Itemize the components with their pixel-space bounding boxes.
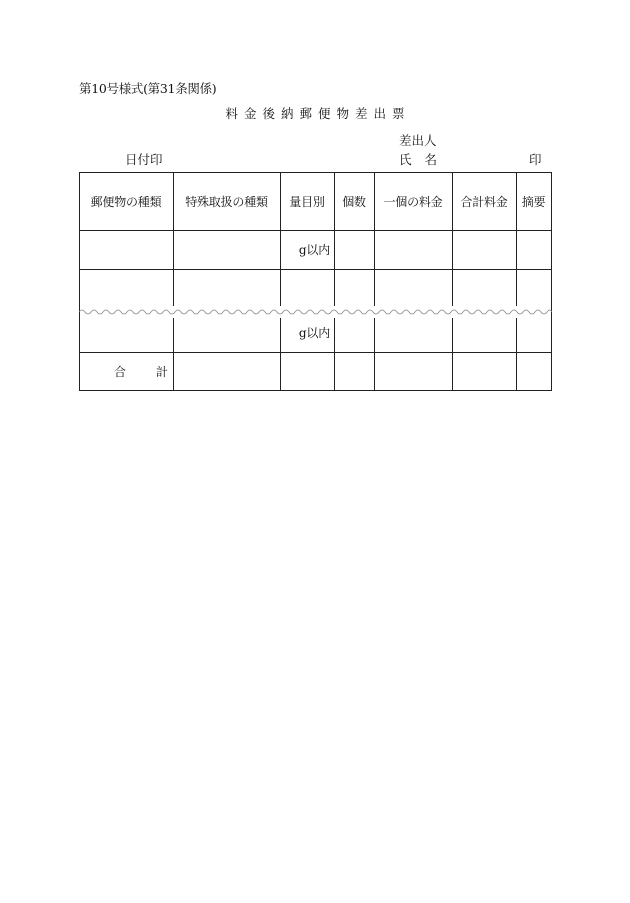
header-remarks: 摘要 [521, 194, 546, 209]
sender-label: 差出人 [399, 133, 437, 148]
total-row-label: 合計 [113, 364, 198, 379]
header-total-fee: 合計料金 [460, 194, 508, 209]
form-title: 料金後納郵便物差出票 [225, 106, 411, 121]
weight-within-last: g以内 [298, 325, 330, 340]
name-label: 氏名 [399, 152, 451, 167]
date-stamp-label: 日付印 [125, 152, 163, 167]
header-mail-type: 郵便物の種類 [90, 194, 162, 209]
header-weight-class: 量目別 [289, 194, 325, 209]
row-break-wavy-line [79, 306, 552, 318]
weight-within-first: g以内 [298, 243, 330, 257]
header-special-handling: 特殊取扱の種類 [185, 194, 268, 209]
table-border-right [551, 172, 552, 391]
header-unit-fee: 一個の料金 [383, 194, 443, 209]
table-border-bottom [79, 390, 552, 391]
seal-mark: 印 [529, 152, 542, 167]
header-quantity: 個数 [342, 194, 366, 209]
table-row-divider [79, 269, 552, 270]
postage-table [79, 172, 552, 391]
form-label: 第10号様式(第31条関係) [79, 81, 217, 96]
